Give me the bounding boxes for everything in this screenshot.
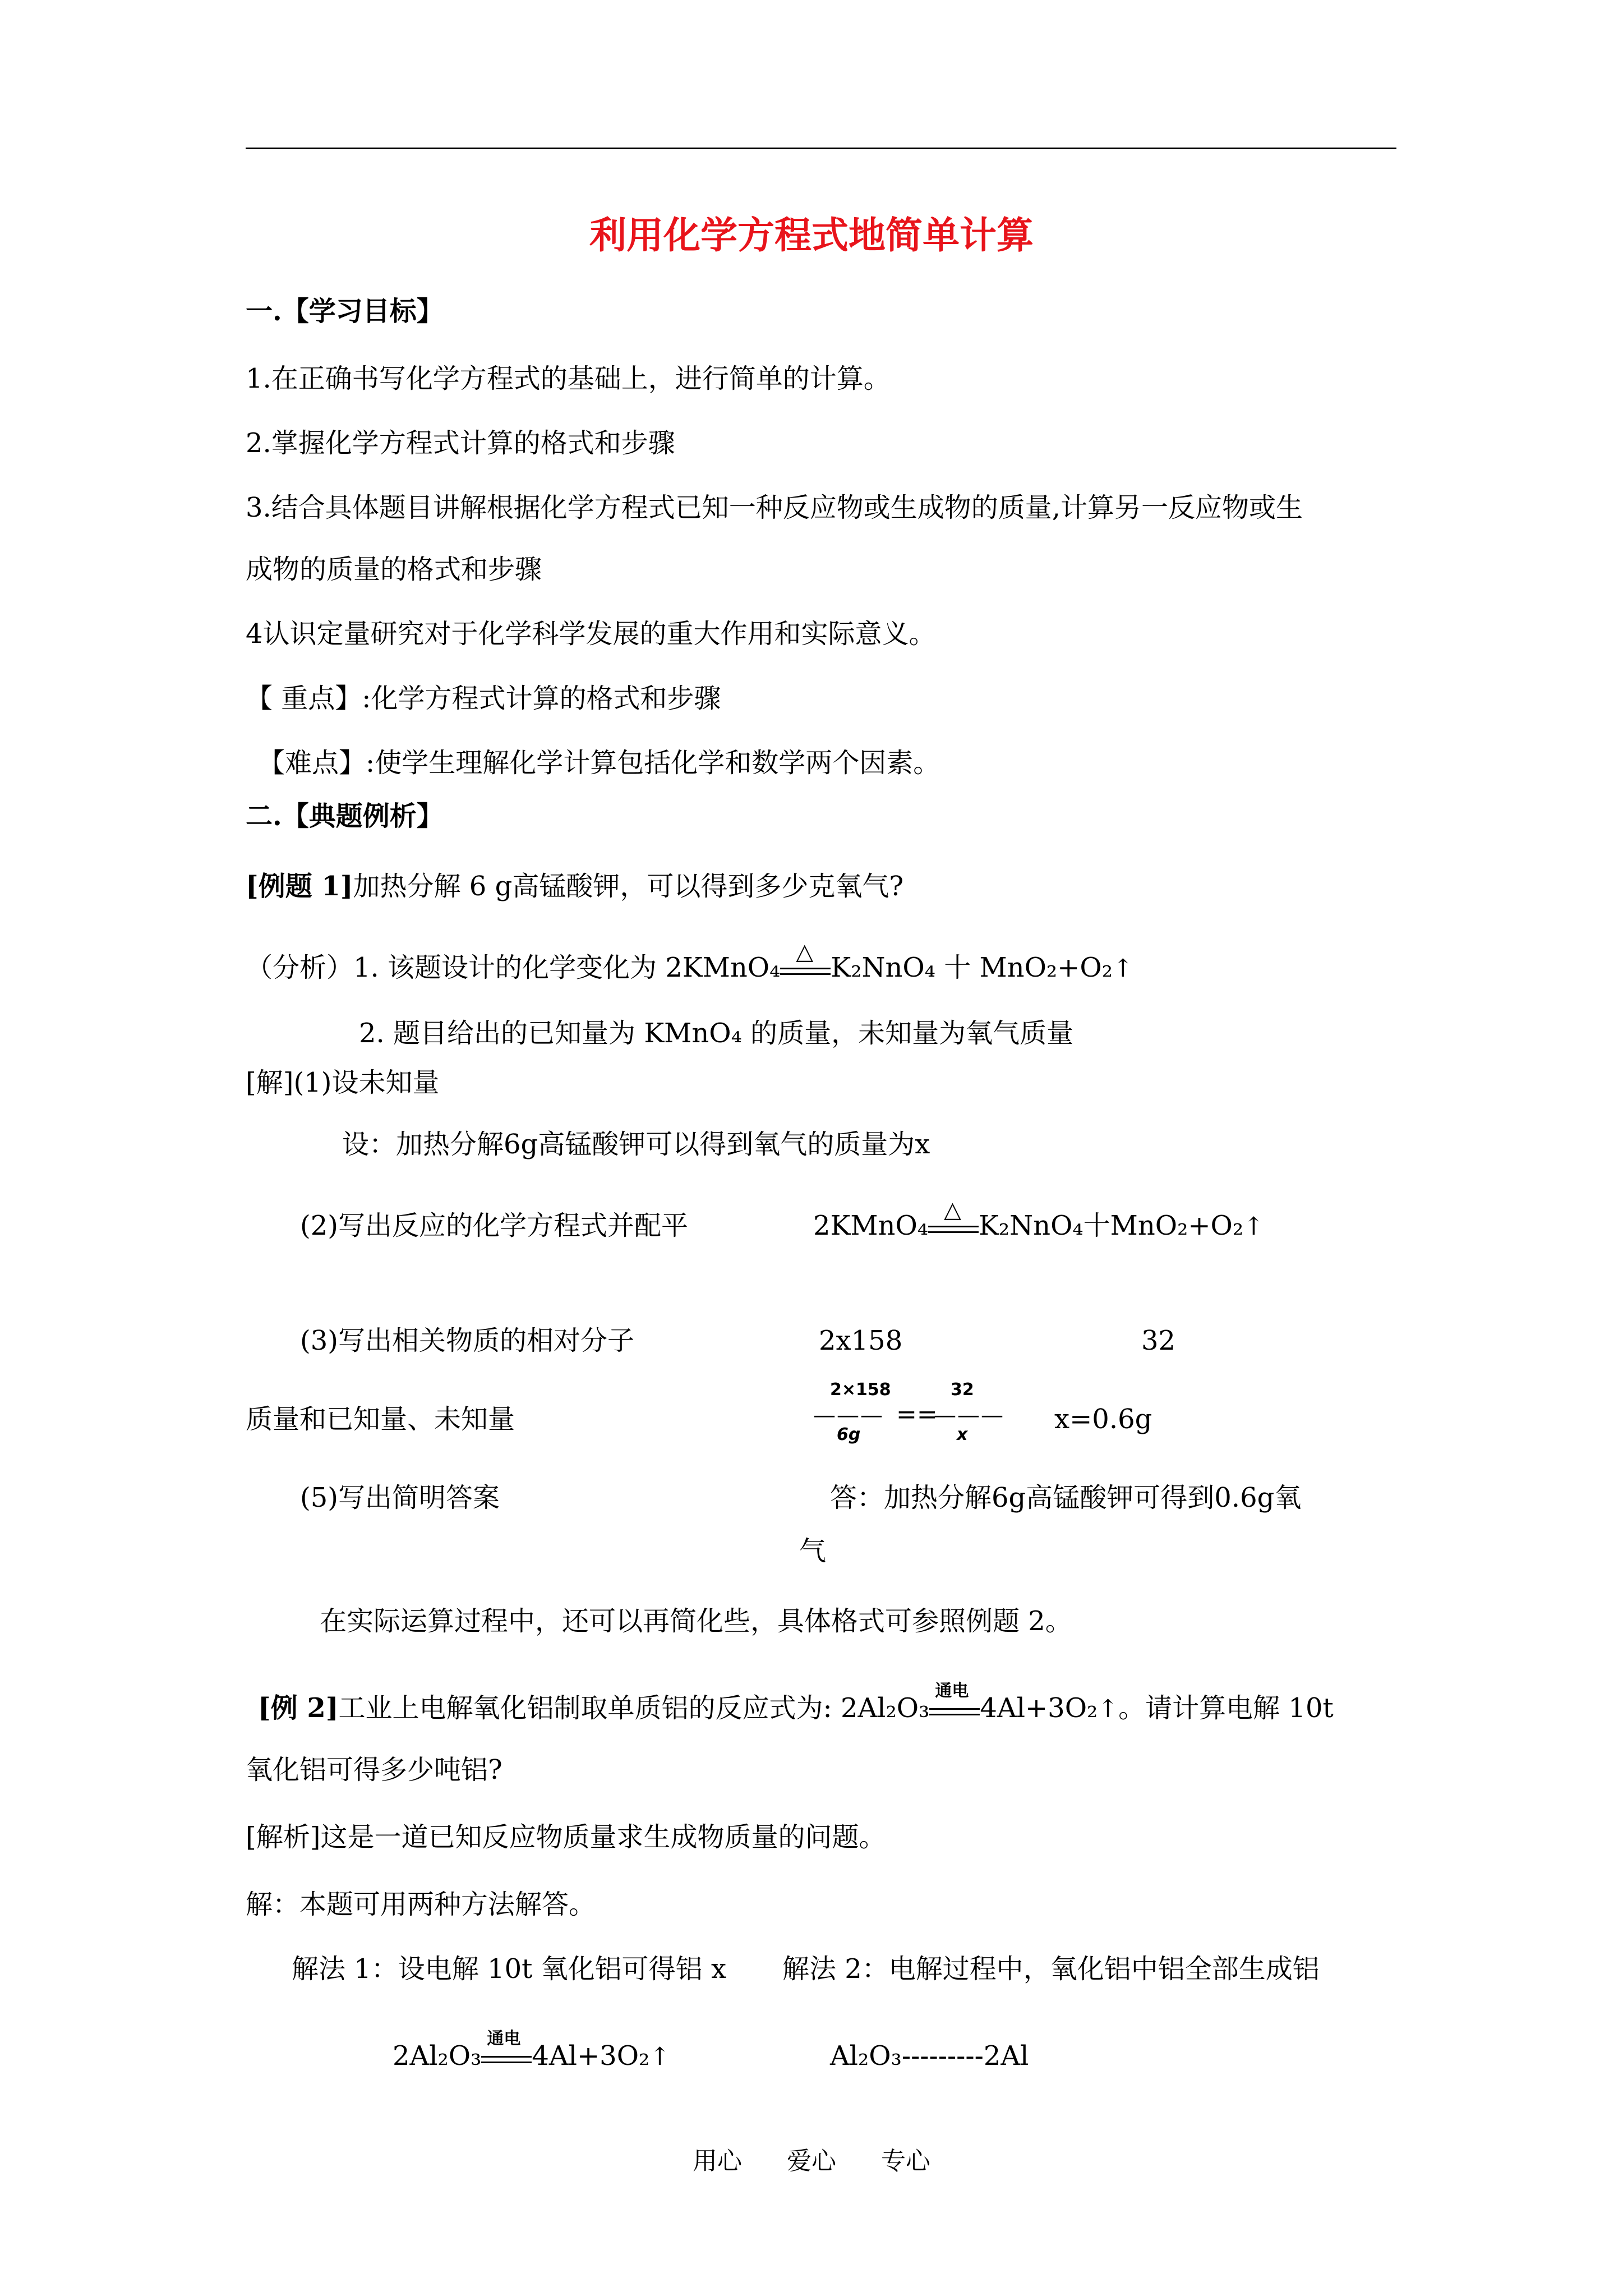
analysis-1-products: K₂NnO₄ 十 MnO₂+O₂ [831, 952, 1113, 983]
electrolysis-equals-sign [929, 1681, 980, 1727]
solution-step-3: (3)写出相关物质的相对分子 [300, 1325, 634, 1356]
step2-eq-left: 2KMnO₄ [813, 1210, 929, 1241]
objective-item-3-cont: 成物的质量的格式和步骤 [246, 554, 542, 585]
example2-equation [393, 2028, 671, 2075]
gas-up-arrow-icon-3: ↑ [1098, 1695, 1119, 1723]
answer-line-1: 答：加热分解6g高锰酸钾可得到0.6g氧 [830, 1482, 1302, 1513]
step3-mass-o2: 32 [1141, 1325, 1176, 1356]
example2-label: [例 2] [258, 1692, 339, 1724]
analysis-1-text: （分析）1. 该题设计的化学变化为 2KMnO₄ [246, 952, 781, 983]
key-point-label: 【 重点】: [246, 683, 371, 714]
heat-equals-sign-2 [928, 1197, 979, 1245]
gas-up-arrow-icon-4: ↑ [649, 2042, 671, 2071]
analysis-2: 2. 题目给出的已知量为 KMnO₄ 的质量，未知量为氧气质量 [359, 1018, 1074, 1049]
example2-question-c: 。请计算电解 10t [1118, 1692, 1334, 1724]
difficulty-label: 【难点】: [258, 747, 375, 779]
x-result: x=0.6g [1054, 1404, 1152, 1435]
example1-question-line [246, 869, 903, 903]
proportion-equals: == [896, 1400, 938, 1429]
fraction-denominator-1: 6g [837, 1425, 861, 1444]
fraction-bar-1: ——— [813, 1402, 884, 1428]
step2-equation [813, 1197, 1265, 1245]
step2-eq-right: K₂NnO₄十MnO₂+O₂ [979, 1210, 1244, 1241]
example2-analysis: [解析]这是一道已知反应物质量求生成物质量的问题。 [246, 1821, 886, 1853]
solution-step-2: (2)写出反应的化学方程式并配平 [300, 1210, 688, 1241]
step3-mass-kmno4: 2x158 [819, 1325, 903, 1356]
page-footer [0, 2146, 1623, 2177]
page-title: 利用化学方程式地简单计算 [589, 214, 1034, 257]
example2-eq-right: 4Al+3O₂ [532, 2040, 650, 2072]
heat-condition-icon: △ [796, 938, 814, 965]
header-rule [246, 148, 1396, 149]
heat-condition-icon-2: △ [944, 1197, 961, 1223]
answer-line-2: 气 [799, 1535, 827, 1567]
gas-up-arrow-icon-2: ↑ [1243, 1212, 1265, 1241]
example2-question-line [258, 1681, 1334, 1727]
gas-up-arrow-icon: ↑ [1112, 954, 1133, 983]
example1-question: 加热分解 6 g高锰酸钾，可以得到多少克氧气? [353, 871, 904, 902]
solution-step-1: [解](1)设未知量 [246, 1067, 440, 1098]
key-point-text: 化学方程式计算的格式和步骤 [371, 683, 721, 714]
solution-step-3-cont: 质量和已知量、未知量 [246, 1404, 515, 1435]
example2-eq-left: 2Al₂O₃ [393, 2040, 482, 2072]
heat-equals-sign [780, 938, 831, 987]
example2-question-line2: 氧化铝可得多少吨铝? [246, 1754, 502, 1786]
fraction-numerator-1: 2×158 [830, 1380, 891, 1400]
section2-heading: 二.【典题例析】 [246, 800, 444, 832]
example2-question-b: 4Al+3O₂ [980, 1692, 1098, 1724]
objective-item-2: 2.掌握化学方程式计算的格式和步骤 [246, 427, 675, 459]
example2-solution-intro: 解：本题可用两种方法解答。 [246, 1889, 596, 1920]
proportion-equation [813, 1380, 1004, 1453]
example2-ratio: Al₂O₃---------2Al [830, 2040, 1029, 2072]
difficulty-text: 使学生理解化学计算包括化学和数学两个因素。 [375, 747, 940, 779]
example1-label: [例题 1] [246, 871, 353, 902]
difficulty [258, 746, 940, 780]
example2-question-a: 工业上电解氧化铝制取单质铝的反应式为: 2Al₂O₃ [338, 1692, 930, 1724]
key-point [246, 682, 721, 715]
objective-item-4: 4认识定量研究对于化学科学发展的重大作用和实际意义。 [246, 618, 936, 650]
objective-item-1: 1.在正确书写化学方程式的基础上，进行简单的计算。 [246, 363, 891, 394]
example2-method1: 解法 1：设电解 10t 氧化铝可得铝 x [292, 1953, 727, 1985]
section1-heading: 一.【学习目标】 [246, 296, 444, 327]
objective-item-3: 3.结合具体题目讲解根据化学方程式已知一种反应物或生成物的质量,计算另一反应物或生 [246, 492, 1303, 523]
example2-method2: 解法 2：电解过程中，氧化铝中铝全部生成铝 [782, 1953, 1320, 1985]
fraction-bar-2: ——— [934, 1402, 1004, 1428]
footer-word-2: 爱心 [787, 2147, 836, 2175]
footer-word-3: 专心 [881, 2147, 930, 2175]
fraction-denominator-2: x [957, 1425, 968, 1444]
simplification-note: 在实际运算过程中，还可以再简化些，具体格式可参照例题 2。 [320, 1605, 1072, 1637]
footer-word-1: 用心 [693, 2147, 742, 2175]
fraction-numerator-2: 32 [951, 1380, 974, 1400]
electrolysis-equals-sign-2 [481, 2028, 532, 2075]
analysis-1 [246, 938, 1133, 987]
solution-step-5: (5)写出简明答案 [300, 1482, 500, 1513]
electrolysis-condition-2: 通电 [487, 2028, 521, 2049]
electrolysis-condition: 通电 [935, 1681, 969, 1701]
let-statement: 设：加热分解6g高锰酸钾可以得到氧气的质量为x [342, 1129, 930, 1160]
